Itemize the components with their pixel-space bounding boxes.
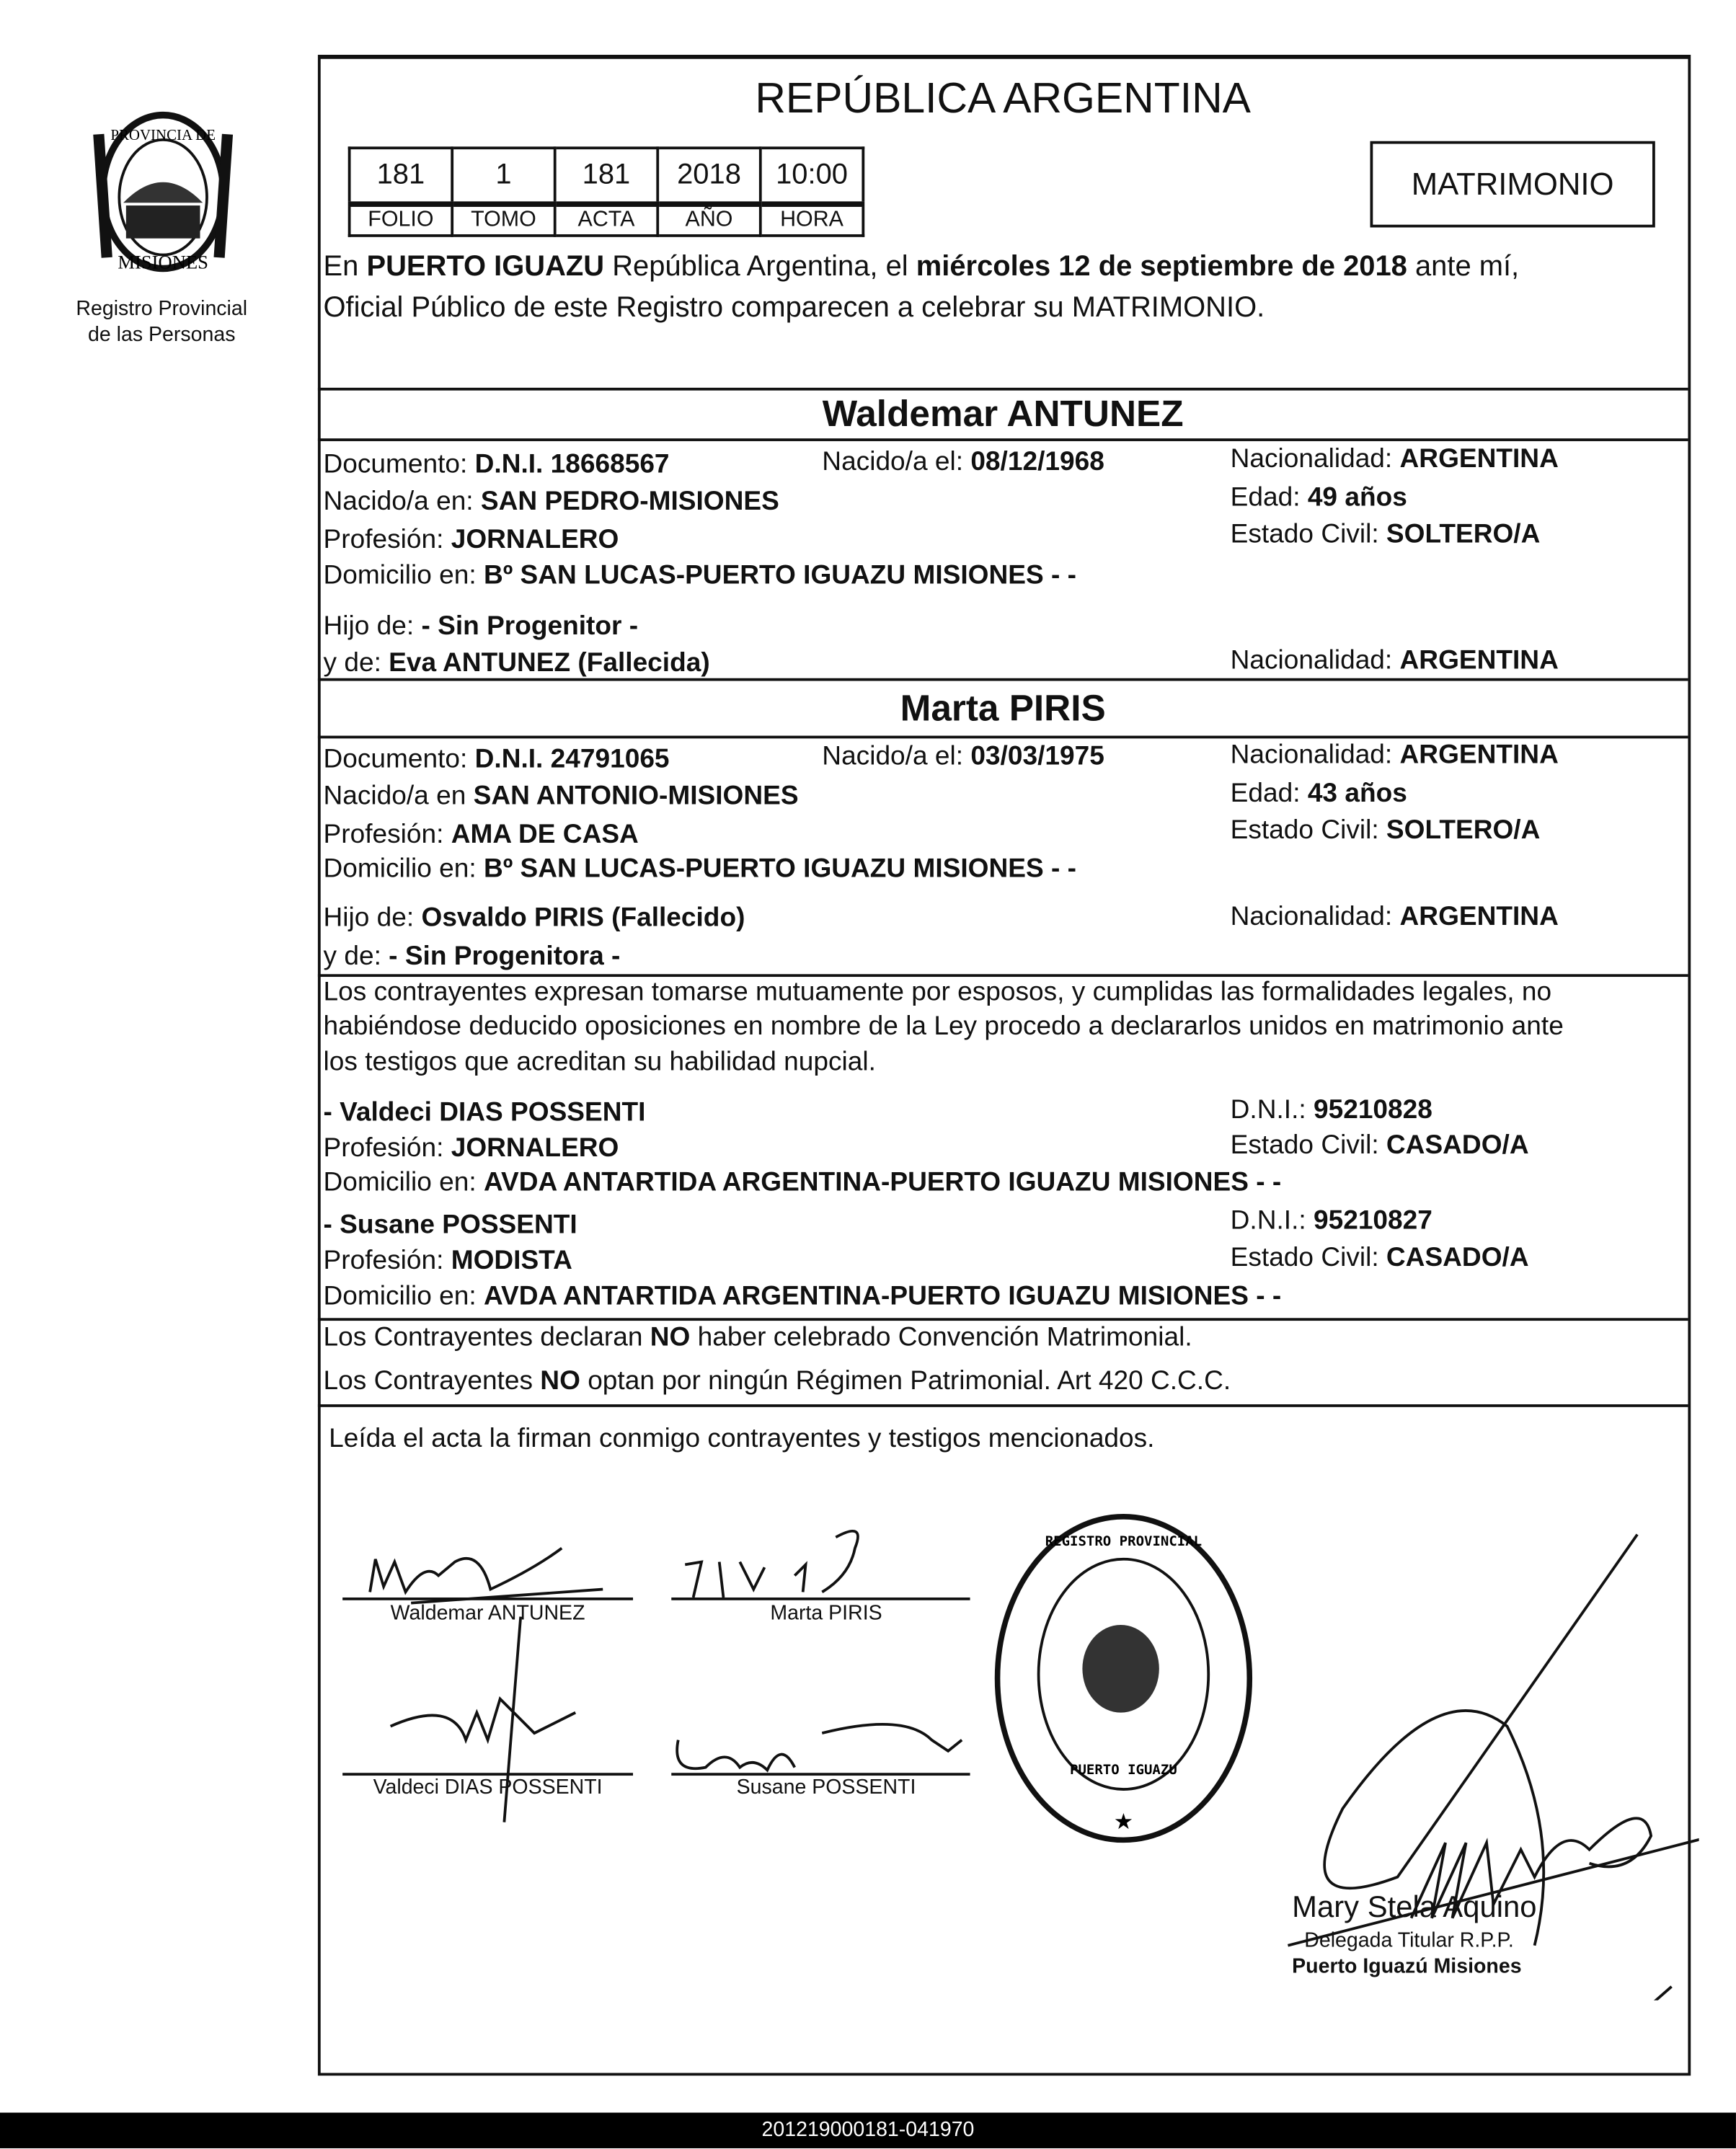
regime-line-1: Los Contrayentes declaran NO haber celebrado Convención Matrimonial. [323,1321,1192,1352]
official-place: Puerto Iguazú Misiones [1292,1955,1522,1979]
registry-line-1: Registro Provincial [76,297,248,321]
spouse1-parent2: y de: Eva ANTUNEZ (Fallecida) [323,647,710,678]
spouse1-age: Edad: 49 años [1230,482,1407,513]
record-table [348,146,864,236]
spouse2-parent1-nationality: Nacionalidad: ARGENTINA [1230,901,1559,932]
spouse2-parent2: y de: - Sin Progenitora - [323,941,621,972]
divider [318,438,1688,441]
spouse1-address: Domicilio en: Bº SAN LUCAS-PUERTO IGUAZU MISIONES - - [323,560,1076,591]
svg-text:MISIONES: MISIONES [118,251,208,273]
closing-text: Leída el acta la firman conmigo contrayentes y testigos mencionados. [329,1423,1155,1454]
official-title: Delegada Titular R.P.P. [1304,1928,1514,1953]
signature-label-spouse2: Marta PIRIS [770,1601,882,1625]
witness2-dni: D.N.I.: 95210827 [1230,1205,1432,1236]
declaration-line-1: Los contrayentes expresan tomarse mutuamente por esposos, y cumplidas las formalidades legales, no [323,977,1552,1007]
spouse1-document: Documento: D.N.I. 18668567 [323,449,670,480]
registry-line-2: de las Personas [88,323,236,347]
tomo-value: 1 [452,148,555,204]
spouse2-document: Documento: D.N.I. 24791065 [323,743,670,774]
divider [318,388,1688,391]
divider [318,1318,1688,1321]
official-stamp [986,1507,1260,1850]
divider [318,736,1688,739]
witness1-civil-status: Estado Civil: CASADO/A [1230,1130,1529,1161]
tomo-label: TOMO [452,204,555,236]
witness1-address: Domicilio en: AVDA ANTARTIDA ARGENTINA-PUERTO IGUAZU MISIONES - - [323,1167,1282,1198]
spouse1-nationality: Nacionalidad: ARGENTINA [1230,443,1559,474]
svg-text:PROVINCIA DE: PROVINCIA DE [110,125,216,143]
witness1-dni: D.N.I.: 95210828 [1230,1094,1432,1125]
svg-text:REGISTRO PROVINCIAL: REGISTRO PROVINCIAL [1045,1533,1203,1549]
anio-label: AÑO [657,204,761,236]
divider [318,1404,1688,1407]
svg-text:★: ★ [1113,1809,1134,1835]
folio-label: FOLIO [350,204,453,236]
signature-label-witness2: Susane POSSENTI [736,1776,916,1799]
witness2-name: - Susane POSSENTI [323,1210,577,1240]
regime-line-2: Los Contrayentes NO optan por ningún Régimen Patrimonial. Art 420 C.C.C. [323,1365,1231,1396]
declaration-line-3: los testigos que acreditan su habilidad nupcial. [323,1046,876,1077]
footer-barcode-id: 201219000181-041970 [0,2113,1736,2148]
intro-line-2: Oficial Público de este Registro comparecen a celebrar su MATRIMONIO. [323,291,1265,324]
spouse1-parent-nationality: Nacionalidad: ARGENTINA [1230,645,1559,675]
document-type-box: MATRIMONIO [1370,141,1655,228]
declaration-line-2: habiéndose deducido oposiciones en nombre de la Ley procedo a declararlos unidos en matrimonio ante [323,1011,1564,1042]
acta-label: ACTA [555,204,658,236]
acta-value: 181 [555,148,658,204]
signature-label-spouse1: Waldemar ANTUNEZ [390,1601,585,1625]
spouse2-nationality: Nacionalidad: ARGENTINA [1230,740,1559,771]
spouse1-parent1: Hijo de: - Sin Progenitor - [323,611,639,642]
official-name: Mary Stela Aquino [1292,1889,1537,1924]
spouse2-civil-status: Estado Civil: SOLTERO/A [1230,815,1541,846]
page-title: REPÚBLICA ARGENTINA [755,74,1251,123]
spouse2-age: Edad: 43 años [1230,778,1407,809]
spouse1-profession: Profesión: JORNALERO [323,524,619,555]
spouse1-name: Waldemar ANTUNEZ [822,393,1184,435]
witness2-civil-status: Estado Civil: CASADO/A [1230,1242,1529,1273]
folio-value: 181 [350,148,453,204]
spouse2-parent1: Hijo de: Osvaldo PIRIS (Fallecido) [323,903,745,934]
witness1-name: - Valdeci DIAS POSSENTI [323,1097,646,1128]
svg-text:PUERTO IGUAZU: PUERTO IGUAZU [1070,1762,1177,1778]
hora-label: HORA [761,204,864,236]
signature-label-witness1: Valdeci DIAS POSSENTI [373,1776,603,1799]
spouse2-profession: Profesión: AMA DE CASA [323,819,639,850]
registry-name [55,296,268,348]
hora-value: 10:00 [761,148,864,204]
spouse2-name: Marta PIRIS [900,688,1106,730]
intro-line-1: En PUERTO IGUAZU República Argentina, el miércoles 12 de septiembre de 2018 ante mí, [323,250,1520,283]
witness2-address: Domicilio en: AVDA ANTARTIDA ARGENTINA-PUERTO IGUAZU MISIONES - - [323,1280,1282,1311]
spouse1-birthplace: Nacido/a en: SAN PEDRO-MISIONES [323,486,779,517]
witness1-profession: Profesión: JORNALERO [323,1133,619,1164]
anio-value: 2018 [657,148,761,204]
spouse2-birthdate: Nacido/a el: 03/03/1975 [822,741,1104,771]
spouse2-birthplace: Nacido/a en SAN ANTONIO-MISIONES [323,781,799,812]
spouse2-address: Domicilio en: Bº SAN LUCAS-PUERTO IGUAZU MISIONES - - [323,854,1076,884]
province-coat-of-arms-logo [79,107,247,282]
divider [318,678,1688,681]
spouse1-birthdate: Nacido/a el: 08/12/1968 [822,446,1104,477]
spouse1-civil-status: Estado Civil: SOLTERO/A [1230,519,1541,550]
witness2-profession: Profesión: MODISTA [323,1245,572,1276]
